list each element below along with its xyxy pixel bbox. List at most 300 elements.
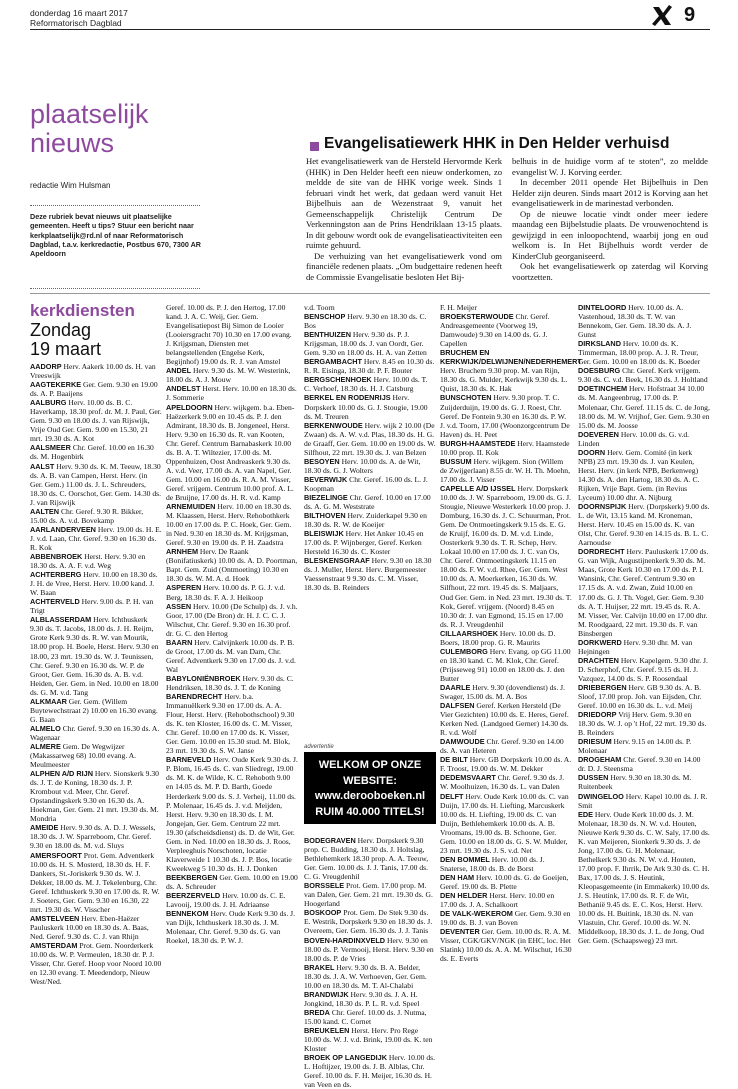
listing-column-3 [304, 303, 436, 745]
listing-entry [30, 742, 162, 769]
article-paragraph: belhuis in de huidige vorm af te stoten”, zo meldde evangelist W. J. Korving eerder. [512, 156, 708, 177]
newspaper-name: Reformatorisch Dagblad [30, 18, 122, 28]
listing-place: BARNEVELD [166, 755, 212, 765]
listing-place: ARNEMUIDEN [166, 502, 216, 512]
listing-entry [166, 873, 298, 891]
listing-column-3-continued [304, 836, 436, 1089]
listing-details: Herv. 9.30 ds. K. M. Teeuw, 18.30 ds. A. B. van Campen, Herst. Herv. (in Ger. Gem.) 11.00 ds. J. L. Schreuders, 18.30 ds. C. Oorschot, Ger. Gem. 14.30 ds. J. van Rijswijk [30, 461, 161, 507]
listing-place: BILTHOVEN [304, 511, 346, 521]
listing-details: Herv. Dorpskerk 9.30 prop. C. Budding, 18.30 ds. J. Holtslag, Bethlehemkerk 18.30 prop. A. A. Teeuw, Ger. Gem. 10.00 ds. J. J. Tanis, 17.00 ds. C. G. Vreugdenhil [304, 836, 429, 882]
listing-details: Herv. 10.00 (De Schulp) ds. J. v.h. Goor, 17.00 (De Bron) dr. H. J. C. C. J. Wilschut, Chr. Geref. 9.30 en 16.30 prof. dr. G. C. den Hertog [166, 601, 298, 638]
listing-place: BERGAMBACHT [304, 357, 362, 367]
listing-details: Herv. wijkgem. b.a. Eben-Haëzerkerk 9.00 en 10.45 ds. P. J. den Admirant, 18.30 ds. B. Jongeneel, Herst. Herv. 9.30 en 16.30 ds. R. van Kooten, Chr. Geref. Centrum Barnabaskerk 10.00 ds. B. A. T. Wiltezier, 17.00 ds. M. Oppenhuizen, Oost Andreaskerk 9.30 ds. A. v.d. Veer, 17.00 ds. A. van Napel, Ger. Gem. 10.00 en 16.00 ds. R. A. M. Visser, Geref. vrijgem. Centrum 10.00 prof. A. L. de Bruijne, 17.00 ds. H. R. v.d. Kamp [166, 402, 295, 502]
listing-entry [578, 430, 710, 448]
listing-place: BABYLONIËNBROEK [166, 673, 241, 683]
listing-place: AALST [30, 461, 55, 471]
listing-place: BAARN [166, 637, 193, 647]
listing-place: BESOYEN [304, 456, 340, 466]
listing-details: Herv. 9.00 ds. P. H. van Trigt [30, 597, 154, 616]
listing-details: Herv. 9.30 ds. A. D. J. Wessels, 18.30 ds. J. W. Sparreboom, Chr. Geref. 9.30 en 18.00 ds. M. v.d. Sluys [30, 823, 156, 851]
listing-details: Herv. 9.30 prop. T. C. Zuijderduijn, 19.00 ds. G. J. Roest, Chr. Geref. De Fontein 9.30 en 16.30 ds. P. W. J. v.d. Toorn, 17.00 (Woonzorgcentrum De Haven) ds. H. Peet [440, 393, 570, 439]
listing-details: Chr. Geref. 9.30 R. Bikker, 15.00 ds. A. v.d. Bovekamp [30, 506, 144, 525]
listing-place: DRIEDORP [578, 710, 617, 720]
listing-details: Chr. Geref. 10.00 ds. J. Nutma, 15.00 kand. C. Cornet [304, 1007, 427, 1026]
listing-place: DALFSEN [440, 701, 475, 711]
article-column-2 [512, 156, 708, 290]
listing-details: Gem. De Wegwijzer (Makassarweg 68) 10.00 evang. A. Meulmeester [30, 741, 137, 770]
listing-entry [166, 403, 298, 503]
listing-entry [304, 1026, 436, 1053]
listing-entry [578, 656, 710, 683]
listing-place: ANDEL [166, 366, 192, 376]
article-paragraph: Het evangelisatiewerk van de Hersteld Hervormde Kerk (HHK) in Den Helder heeft een nieuw onderkomen, zo meldde de site van de HHK vorige week. Sinds 1 februari vindt het werk, dat gedaan werd vanuit Het Bijbelhuis aan de Wezenstraat 9, vanuit het Gemeenschappelijk Christelijk Centrum De Verkenningston aan de Prins Hendriklaan 13-15 plaats. In dit gebouw wordt ook de evangelisatieactiviteiten een ruimte gehuurd. [306, 156, 502, 250]
listing-entry [440, 737, 572, 755]
listing-details: Herv. 9.30 ds. B. A. Belder, 18.30 ds. J. A. W. Verhoeven, Ger. Gem. 10.00 en 18.30 ds. M. T. Al-Chalabi [304, 962, 427, 990]
listing-entry [578, 810, 710, 946]
listing-place: BEVERWIJK [304, 474, 348, 484]
listing-entry [304, 393, 436, 420]
listing-place: BENSCHOP [304, 312, 346, 322]
listing-details: Herv. Het Anker 10.45 en 17.00 ds. P. Wijnberger, Geref. Kerken Hersteld 16.30 ds. C. Koster [304, 529, 424, 557]
listing-details: Ger. Gem. 9.30 en 19.00 ds. A. P. Baaijens [30, 380, 158, 399]
listing-entry [578, 448, 710, 502]
listing-details: Chr. Geref. 10.00 en 16.30 ds. M. Hogenbirk [30, 443, 154, 462]
ad-line: WELKOM OP ONZE [318, 759, 422, 771]
listing-place: BERKENWOUDE [304, 420, 363, 430]
article-column-1 [306, 156, 502, 290]
listing-entry [30, 697, 162, 724]
listing-place: DORKWERD [578, 637, 622, 647]
listing-details: Herv. Oude Kerk 10.00 ds. C. van Duijn, 17.00 ds. H. Liefting, Marcuskerk 10.00 ds. H. Liefting, 19.00 ds. C. van Duijn, Bethlehemkerk 10.00 ds. A. B. Vroomans, 19.00 ds. B. Schoone, Ger. Gem. 10.00 en 18.00 ds. G. S. W. Mulder, 23 mrt. 19.30 ds. J. S. v.d. Net [440, 791, 569, 855]
listing-details: Herv. Kapel 10.00 ds. J. R. Smit [578, 791, 708, 810]
listing-details: Herv. wijk 2 10.00 (De Zwaan) ds. A. W. v.d. Plas, 18.30 ds. H. G. de Graaff, Ger. Gem. 10.00 en 19.00 ds. W. Silfhout, 22 mrt. 19.30 ds. J. van Belzen [304, 420, 436, 457]
listing-details: Herv. Oude Kerk 10.00 ds. J. M. Molenaar, 18.30 ds. N. W. v.d. Houten, Nieuwe Kerk 9.30 ds. C. W. Saly, 17.00 ds. K. van Meijeren, Sionkerk 9.30 ds. J. de Jong, 17.00 ds. G. H. Molenaar, Bethelkerk 9.30 ds. N. W. v.d. Houten, 17.00 prop. F. Ihrrik, De Ark 9.30 ds. C. H. Bax, 17.00 ds. J. S. Heutink, Kleopasgemeente (in Emmakerk) 10.00 ds. J. S. Heutink, 17.00 ds. R. F. de Wit, Bethanië 9.45 ds. E. C. Kos, Herst. Herv. 10.00 ds. H. Buitink, 18.30 ds. N. van Vlastuin, Chr. Geref. 10.00 ds. W. N. Middelkoop, 18.30 ds. J. L. de Jong, Oud Ger. Gem. (Schaapsweg) 23 mrt. [578, 809, 710, 946]
listing-details: Herv. Dorpskerk 10.00 ds. G. J. Stougie, 19.00 ds. M. Treuren [304, 393, 428, 421]
listing-details: Vrij Herv. Gem. 9.30 en 18.30 ds. W. J. op 't Hof, 22 mrt. 19.30 ds. B. Reinders [578, 710, 707, 738]
listing-entry [166, 502, 298, 547]
listing-place: DELFT [440, 791, 464, 801]
listing-entry [30, 615, 162, 696]
listing-details: Herv. 10.00 ds. G. v.d. Linden [578, 429, 690, 448]
listing-place: DRIEBERGEN [578, 682, 627, 692]
listing-place: AMERSFOORT [30, 850, 82, 860]
page-number: 9 [684, 4, 696, 26]
listing-entry [578, 547, 710, 637]
listing-entry [304, 330, 436, 357]
listing-place: BUSSUM [440, 456, 472, 466]
listing-place: BROEK OP LANGEDIJK [304, 1053, 387, 1063]
listing-place: DEN HAM [440, 872, 475, 882]
listing-entry [304, 375, 436, 393]
listing-entry [304, 475, 436, 493]
listing-entry [166, 547, 298, 583]
listing-place: BENTHUIZEN [304, 330, 352, 340]
listing-details: Herv. 10.00 ds. L. Hoftijzer, 19.00 ds. J. B. Alblas, Chr. Geref. 10.00 ds. F. H. Meijer, 16.30 ds. H. van Veen en ds. [304, 1053, 436, 1089]
listing-entry [304, 457, 436, 475]
section-editor: redactie Wim Hulsman [30, 181, 111, 190]
listing-place: DEVENTER [440, 927, 480, 937]
listing-place: BRUCHEM EN KERKWIJK/DELWIJNEN/NEDERHEMERT [440, 348, 582, 367]
listing-entry [304, 1053, 436, 1089]
listing-details: Herv. 10.00 ds. P. G. J. v.d. Berg, 18.30 ds. F. A. J. Heikoop [166, 583, 286, 602]
kerkdiensten-day: Zondag [30, 320, 92, 340]
listing-place: DE VALK-WEKEROM [440, 909, 513, 919]
listing-entry [30, 570, 162, 597]
listing-details: Herv. Pauluskerk 17.00 ds. G. van Wijk, Augustijnenkerk 9.30 ds. M. Maas, Grote Kerk 10.30 en 17.00 ds. P. I. Wansink, Chr. Geref. Centrum 9.30 en 17.15 ds. A. v.d. Zwan, Zuid 10.00 en 17.00 ds. G. J. Th. Vogel, Ger. Gem. 9.30 ds. A. T. Huijser, 22 mrt. 19.45 ds. R. A. M. Visser, Ver. Calvijn 10.00 en 17.00 dhr. M. Roodgaard, 22 mrt. 19.30 ds. F. van Binsbergen [578, 547, 709, 638]
listing-place: BEERZERVELD [166, 891, 221, 901]
listing-details: Prot. Gem. 17.00 prop. M. van Dalen, Ger. Gem. 21 mrt. 19.30 ds. G. Hoogerland [304, 881, 433, 909]
listing-place: DOESBURG [578, 366, 621, 376]
kerkdiensten-date [30, 321, 101, 359]
listing-place: BREDA [304, 1007, 330, 1017]
listing-place: BIEZELINGE [304, 492, 348, 502]
listing-details: Herv. Oude Kerk 9.30 ds. J. P. Blom, 16.45 ds. C. van Sliedregt, 19.00 ds. M. K. de Wilde, K. C. Rehoboth 9.00 en 14.05 ds. M. P. D. Barth, Goede Herderkerk 9.00 ds. S. J. Verheij, 11.00 ds. P. Molenaar, 16.45 ds. J. v.d. Meijden, Herst. Herv. 9.30 en 18.30 ds. I. M. Jongejan, Ger. Gem. Centrum 22 mrt. 19.30 (afscheidsdienst) ds. D. de Wit, Ger. Gem. in Ned. 10.00 en 18.30 ds. J. Roos, Verpleeghuis Norschoten, locatie Klaverweide 1 10.30 ds. J. P. Bos, locatie Kweekweg 5 10.30 ds. H. J. Donken [166, 755, 298, 873]
listing-details: Herv. Bruchem 9.30 prop. M. van Rijn, 18.30 ds. G. Mulder, Kerkwijk 9.30 ds. L. Quist, 18.30 ds. K. Hak [440, 366, 568, 394]
listing-entry [304, 936, 436, 963]
listing-entry [30, 914, 162, 941]
listing-place: BOVEN-HARDINXVELD [304, 935, 386, 945]
masthead-info [30, 8, 128, 28]
listing-place: ALBLASSERDAM [30, 615, 92, 625]
listing-entry [166, 638, 298, 674]
advertisement-banner[interactable] [304, 752, 436, 824]
listing-details: Herv. 10.00 ds. B. C. Haverkamp, 18.30 prof. dr. M. J. Paul, Ger. Gem. 9.30 en 18.00 ds. J. van Rijswijk, Vrije Oud Ger. Gem. 9.00 en 15.30, 21 mrt. 19.30 ds. A. Kot [30, 398, 162, 444]
section-title-line1: plaatselijk [30, 99, 149, 129]
listing-entry [440, 312, 572, 348]
article-paragraph: In december 2011 opende Het Bijbelhuis in Den Helder zijn deuren. Sinds maart 2012 is Korving aan het evangelisatiewerk in de marinestad verbonden. [512, 177, 708, 208]
listing-entry [304, 908, 436, 935]
listing-entry [166, 755, 298, 873]
listing-entry [30, 443, 162, 461]
listing-details: Ger. Gem. 10.00 en 19.00 ds. A. Schreuder [166, 872, 298, 891]
listing-details: Chr. Geref. 9.30 en 14.00 dr. D. J. Steensma [578, 755, 701, 774]
listing-place: BOSKOOP [304, 908, 342, 918]
listing-details: Herv. 9.30 ds. C. Hendriksen, 18.30 ds. J. T. de Koning [166, 673, 294, 692]
listing-details: Ger. Gem. (Willem Buytewechstraat 2) 10.00 en 16.30 evang. G. Baan [30, 696, 158, 724]
listing-place: CILLAARSHOEK [440, 628, 498, 638]
listing-place: DOETINCHEM [578, 384, 628, 394]
listing-details: Herv. 10.00 ds. A. de Wit, 18.30 ds. G. J. Wolters [304, 456, 421, 475]
listing-place: DWINGELOO [578, 791, 624, 801]
listing-entry [578, 303, 710, 339]
listing-details: Herv. 8.45 en 10.30 ds. R. R. Eisinga, 18.30 dr. P. F. Bouter [304, 357, 435, 376]
listing-place: DOORNSPIJK [578, 502, 627, 512]
listing-details: Ger. Gem. 9.30 en 19.00 ds. B. J. van Boven [440, 909, 571, 928]
listing-details: Herv. 9.30 ds. J. A. H. Jongkind, 18.30 ds. P. L. R. v.d. Speel [304, 989, 420, 1008]
listing-place: ASPEREN [166, 583, 202, 593]
listing-details: Herv. wijkgem. Sion (Willem de Zwijgerlaan) 8.55 dr. W. H. Th. Moehn, 17.00 ds. J. Visser [440, 456, 570, 484]
listing-place: BLESKENSGRAAF [304, 556, 370, 566]
listing-details: Prot. Gem. De Stek 9.30 ds. E. Westrik, Dorpskerk 9.30 en 18.30 ds. J. Overeem, Ger. Gem. 16.30 ds. J. J. Tanis [304, 908, 433, 936]
header-rule [30, 29, 710, 30]
listing-place: ANDELST [166, 384, 201, 394]
listing-entry [30, 552, 162, 570]
listing-place: AARLANDERVEEN [30, 524, 96, 534]
listing-entry [440, 792, 572, 855]
listing-details: Herv. 9.30 en 18.30 ds. J. Muller, Herst. Herv. Burgemeester Vaessenstraat 9 9.30 ds. C. M. Visser, 18.30 ds. B. Reinders [304, 556, 432, 593]
listing-place: DEDEMSVAART [440, 773, 496, 783]
listing-place: ARNHEM [166, 547, 199, 557]
listing-details: Herv. 9.30 ds. M. W. Westerink, 18.00 ds. A. J. Mouw [166, 366, 291, 385]
listing-details: Herv. 9.30 dhr. M. van Hejningen [578, 637, 693, 656]
listing-place: BODEGRAVEN [304, 836, 356, 845]
listing-entry [578, 683, 710, 710]
issue-date: donderdag 16 maart 2017 [30, 8, 128, 18]
listing-entry [440, 439, 572, 457]
listing-entry [440, 393, 572, 438]
listing-place: DROGEHAM [578, 755, 622, 765]
listing-details: Herv. 10.00 ds. C. E. Lavooij, 19.00 ds. J. H. Adriaanse [166, 891, 286, 910]
listing-details: Prot. Gem. Noorderkerk 10.00 ds. W. P. Vermeulen, 18.30 dr. P. J. Visser, Chr. Geref. Hoop voor Noord 10.00 en 12.30 evang. T. Meedendorp, Nieuw West/Ned. [30, 941, 162, 987]
listing-details: Herv. 10.00 ds. A. Vastenhoud, 18.30 ds. T. W. van Bennekom, Ger. Gem. 18.30 ds. A. J. Gunst [578, 303, 692, 340]
listing-entry [166, 583, 298, 601]
listing-details: Herv. Gem. Comité (in kerk NPB) 23 mrt. 19.30 ds. J. van Keulen, Herst. Herv. (in kerk NPB, Berkenweg) 14.30 ds. A. den Hartog, 18.30 ds. A. C. Rijken, Vrije Bapt. Gem. (in Revius Lyceum) 10.00 dhr. A. Nijburg [578, 447, 700, 502]
listing-entry [578, 737, 710, 755]
listing-details: Chr. Geref. Andreasgemeente (Voorweg 19, Damwoude) 9.30 en 14.00 ds. G. J. Capellen [440, 312, 550, 349]
listing-place: AALSMEER [30, 443, 71, 453]
listing-details: Herv. Kapelgem. 9.30 dhr. J. D. Scherphof, Chr. Geref. 9.15 ds. H. J. Vazquez, 14.00 ds. S. P. Roosendaal [578, 655, 708, 683]
listing-place: BLEISWIJK [304, 529, 344, 539]
listing-details: Herv. 10.00 en 18.30 ds. J. H. de Vree, Herst. Herv. 10.00 kand. J. W. Baan [30, 570, 158, 598]
listing-place: DORDRECHT [578, 547, 625, 557]
listing-column-4 [440, 303, 582, 1065]
listing-place: AMEIDE [30, 823, 59, 833]
listing-entry [304, 357, 436, 375]
listing-place: BURGH-HAAMSTEDE [440, 438, 516, 448]
listing-entry [440, 457, 572, 484]
listing-place: ALPHEN A/D RIJN [30, 769, 93, 779]
listing-details: Herst. Herv. 9.30 en 18.30 ds. A. A. F. v.d. Weg [30, 551, 146, 571]
listing-details: Chr. Geref. 10.00 en 17.00 ds. A. G. M. Weststrate [304, 492, 431, 512]
listing-entry [30, 724, 162, 742]
listing-place: DEN HELDER [440, 891, 488, 901]
listing-details: Herv. 10.00 ds. K. Timmerman, 18.00 prop. A. J. R. Treur, Ger. Gem. 10.00 en 18.00 ds. K. Boeder [578, 339, 701, 367]
listing-entry [440, 348, 582, 394]
listing-details: Herv. Calvijnkerk 10.00 ds. P. B. de Groot, 17.00 ds. M. van Dam, Chr. Geref. Adventkerk 9.30 en 17.00 ds. J. v.d. Wal [166, 637, 296, 674]
listing-entry [30, 941, 162, 986]
listing-entry [30, 462, 162, 507]
listing-entry [166, 602, 298, 638]
listing-place: AMSTELVEEN [30, 913, 80, 923]
section-title [30, 100, 149, 158]
listing-entry [304, 421, 436, 457]
listing-place: AALBURG [30, 398, 67, 408]
listing-entry [304, 1008, 436, 1026]
listing-entry [578, 502, 710, 547]
listing-place: ALMERE [30, 741, 61, 751]
listing-entry [304, 511, 436, 529]
listing-entry [30, 380, 162, 398]
listing-entry [166, 366, 298, 384]
article-bullet-icon [310, 142, 319, 151]
listing-place: AAGTEKERKE [30, 380, 82, 390]
article-paragraph: De verhuizing van het evangelisatiewerk vond om financiële redenen plaats. „Om budgettaire redenen heeft de Commissie Evangelisatie besloten Het Bij- [306, 250, 502, 282]
listing-entry [304, 312, 436, 330]
listing-place: ABBENBROEK [30, 551, 83, 561]
listing-details: Herv. 9.30 ds. P. J. Krijgsman, 18.00 ds. J. van Oordt, Ger. Gem. 9.30 en 18.00 ds. H. A. van Zetten [304, 330, 427, 358]
listing-place: ACHTERVELD [30, 597, 80, 607]
article-paragraph: Ook het evangelisatiewerk op zaterdag wil Korving voortzetten. [512, 261, 708, 282]
listing-entry [304, 303, 436, 312]
listing-place: DE BILT [440, 755, 468, 765]
ad-website-link[interactable]: www.derooboeken.nl [314, 790, 426, 802]
listing-place: BEEKBERGEN [166, 872, 218, 882]
listing-entry [30, 507, 162, 525]
listing-entry [30, 851, 162, 914]
listing-details: Herv. 9.15 en 14.00 ds. P. Molenaar [578, 737, 692, 756]
listing-entry [166, 674, 298, 692]
listing-details: Herv. GB Dorpskerk 10.00 ds. A. F. Troost, 19.00 ds. W. M. Dekker [440, 755, 572, 774]
listing-place: BUNSCHOTEN [440, 393, 492, 403]
listing-entry [30, 525, 162, 552]
listing-details: Herv. Ichthuskerk 9.30 ds. T. Jacobs, 18.00 ds. J. H. Reijm, Grote Kerk 9.30 ds. R. W. van Mourik, 18.00 prop. H. Boele, Herst. Herv. 9.30 en 18.00, 23 mrt. 19.30 ds. W. J. Teunissen, Chr. Geref. 9.30 en 16.30 ds. W. P. de Groot, Ger. Gem. 16.30 ds. A. B. v.d. Heiden, Ger. Gem. in Ned. 10.00 en 18.00 ds. G. M. v.d. Tang [30, 615, 159, 697]
advertisement-label: advertentie [304, 744, 334, 750]
listing-details: Herv. 10.00 ds. J. Snaterse, 18.00 ds. B. de Borst [440, 854, 545, 873]
listing-place: DINTELOORD [578, 303, 627, 312]
listing-entry [440, 909, 572, 927]
listing-place: CULEMBORG [440, 646, 488, 656]
ad-line: RUIM 40.000 TITELS! [315, 805, 425, 818]
listing-place: ASSEN [166, 601, 192, 611]
listing-details: Ger. Gem. 10.00 ds. R. A. M. Visser, CGK/GKV/NGK (in EHC, loc. Het Slatink) 10.00 ds. A. A. M. Wilschut, 16.30 ds. E. Everts [440, 927, 572, 964]
listing-entry [440, 701, 572, 737]
listing-place: AMSTERDAM [30, 941, 78, 950]
listing-entry [578, 366, 710, 384]
listing-entry [304, 556, 436, 592]
listing-place: DAMWOUDE [440, 737, 485, 747]
listing-place: BENNEKOM [166, 909, 209, 919]
dotted-divider [30, 288, 200, 289]
listing-place: ACHTERBERG [30, 570, 82, 580]
listing-place: DOORN [578, 447, 606, 457]
listing-details: Chr. Geref. 9.30 en 16.30 ds. A. Wagenaar [30, 723, 160, 742]
listing-column-2 [166, 303, 298, 1065]
listing-details: Herst. Herv. Pro Rege 10.00 ds. W. J. v.d. Brink, 19.00 ds. K. ten Kloster [304, 1025, 433, 1054]
listing-column-1 [30, 362, 162, 1065]
listing-details: Herv. Zuiderkapel 9.30 en 18.30 ds. R. W. de Koeijer [304, 511, 427, 530]
listing-details: Herv. 9.30 (dovendienst) ds. J. Swager, 15.00 ds. M. A. Bos [440, 682, 566, 702]
listing-entry [440, 891, 572, 909]
listing-details: Chr. Geref. 9.30 ds. J. W. Moolhuizen, 16.30 ds. L. van Dalen [440, 773, 565, 792]
listing-entry [166, 891, 298, 909]
listing-place: BROEKSTERWOUDE [440, 312, 514, 322]
listing-place: AADORP [30, 362, 62, 371]
listing-place: CAPELLE A/D IJSSEL [440, 483, 516, 493]
listing-entry [440, 629, 572, 647]
listing-details: F. H. Meijer [440, 303, 477, 312]
section-divider [30, 293, 710, 294]
listing-entry [578, 755, 710, 773]
listing-place: APELDOORN [166, 402, 213, 412]
listing-details: Herv. Dorpskerk 10.00 ds. J. W. Sparreboom, 19.00 ds. G. J. Stougie, Nieuwe Westerkerk 10.00 prop. J. Domburg, 16.30 ds. J. C. Schuurman, Prot. Gem. De Ontmoetingskerk 9.15 ds. E. G. de Kruijf, 16.00 ds. D. M. v.d. Linde, Oosterkerk 9.30 ds. T. R. Schep, Herv. Lokaal 10.00 en 17.00 ds. J. C. van Os, Chr. Geref. Ontmoetingskerk 11.15 en 18.00 ds. F. W. v.d. Rhee, Ger. Gem. West 10.00 ds. A. Moerkerken, 16.30 ds. W. Silfhout, 22 mrt. 19.45 ds. S. Maljaars, Oud Ger. Gem. in Ned. 23 mrt. 19.30 ds. T. Kok, Geref. vrijgem. (Noord) 8.45 en 10.30 dr. J. van Egmond, 15.15 en 17.00 ds. R. J. Vreugdenhil [440, 483, 572, 629]
listing-entry [166, 303, 298, 366]
listing-details: Chr. Geref. 16.00 ds. L. J. Koopman [304, 474, 428, 493]
listing-entry [440, 647, 572, 683]
listing-details: Herst. Herv. 10.00 en 17.00 ds. J. A. Schalkoort [440, 891, 555, 910]
listing-entry [440, 873, 572, 891]
listing-place: BREUKELEN [304, 1025, 350, 1035]
listing-details: Geref. 10.00 ds. P. J. den Hertog, 17.00 kand. J. A. C. Weij, Ger. Gem. Evangelisatiepost Bij Simon de Looier (Looiersgracht 70) 10.30 en 17.00 evang. J. Krijgsman, Diensten met belangstellenden (Engelse Kerk, Begijnhof) 19.00 ds. R. J. van Amstel [166, 303, 292, 367]
listing-place: DOEVEREN [578, 429, 619, 439]
listing-entry [304, 963, 436, 990]
section-title-line2: nieuws [30, 128, 115, 158]
article-headline: Evangelisatiewerk HHK in Den Helder verhuisd [324, 135, 670, 152]
listing-details: Herv. 9.30 en 18.30 ds. M. Ruitenbeek [578, 773, 692, 792]
listing-place: BARENDRECHT [166, 692, 223, 702]
listing-details: Herv. Haamstede 10.00 prop. II. Kok [440, 438, 570, 457]
listing-entry [578, 638, 710, 656]
listing-entry [578, 773, 710, 791]
listing-details: Herv. Sionskerk 9.30 ds. J. T. de Koning, 18.30 ds. J. P. Krombout v.d. Meer, Chr. Geref. Opstandingskerk 9.30 en 16.30 ds. A. Hoekman, Ger. Gem. 21 mrt. 19.30 ds. M. Mondria [30, 769, 159, 824]
listing-place: DIRKSLAND [578, 339, 621, 349]
listing-details: Herv. Oude Kerk 9.30 ds. J. van Dijk, Ichthuskerk 18.30 ds. J. M. Molenaar, Chr. Geref. 9.30 ds. G. van Roekel, 18.30 ds. P. W. J. [166, 909, 295, 946]
listing-place: EDE [578, 809, 594, 819]
listing-entry [304, 836, 436, 881]
listing-place: ALMELO [30, 723, 61, 733]
listing-details: v.d. Toorn [304, 303, 335, 312]
ad-line: WEBSITE: [343, 774, 397, 787]
listing-entry [304, 881, 436, 908]
listing-entry [166, 909, 298, 945]
article-paragraph: Op de nieuwe locatie vindt onder meer iedere maandag een Bijbelstudie plaats. De vrouwenochtend is gewijzigd in een inloopochtend, waarbij jong en oud welkom is. In Het Bijbelhuis wordt verder de KinderClub georganiseerd. [512, 208, 708, 261]
listing-entry [578, 384, 710, 429]
listing-details: Chr. Geref. Kerk vrijgem. 9.30 ds. C. v.d. Beek, 16.30 ds. J. Holtland [578, 366, 708, 385]
listing-details: Herv. 10.00 ds. T. C. Verhoef, 18.30 ds. H. J. Catsburg [304, 375, 428, 394]
listing-place: DEN BOMMEL [440, 854, 490, 864]
listing-entry [30, 823, 162, 850]
listing-entry [30, 362, 162, 380]
listing-details: Herv. 9.30 en 18.00 ds. P. Vermooij, Herst. Herv. 9.30 en 18.00 ds. P. de Vries [304, 935, 434, 963]
listing-place: DAARLE [440, 682, 471, 692]
listing-details: Geref. Kerken Hersteld (De Vier Gezichten) 10.00 ds. E. Heres, Geref. Kerken Ned. (Landgoed Gerner) 14.30 ds. R. v.d. Wolf [440, 701, 569, 738]
listing-entry [166, 384, 298, 402]
dotted-divider [30, 205, 200, 206]
listing-entry [304, 990, 436, 1008]
listing-entry [30, 597, 162, 615]
listing-entry [166, 692, 298, 755]
kerkdiensten-title: kerkdiensten [30, 301, 135, 320]
listing-entry [440, 927, 572, 963]
listing-entry [578, 710, 710, 737]
listing-details: Herv. Aakerk 10.00 ds. H. van Vreeswijk [30, 362, 156, 381]
listing-details: Chr. Geref. 9.30 en 14.00 ds. A. van Heteren [440, 737, 564, 756]
listing-column-5 [578, 303, 710, 1065]
listing-details: Herv. Eben-Haëzer Pauluskerk 10.00 en 18.30 ds. A. Baas, Ned. Geref. 9.30 ds. C. J. van Rhijn [30, 913, 149, 941]
listing-details: Herv. 10.00 ds. D. Boers, 18.00 prop. G. R. Maurits [440, 628, 556, 647]
listing-details: Herv. 10.00 ds. G. de Goeijen, Geref. 19.00 ds. B. Plette [440, 872, 569, 891]
listing-details: Prot. Gem. Adventkerk 10.00 ds. H. S. Mosterd, 18.30 ds. H. F. Dankers, St.-Joriskerk 9.30 ds. W. J. Dekker, 18.00 ds. M. J. Tekelenburg, Chr. Geref. Ichthuskerk 9.30 en 17.00 ds. R. W. J. Soeters, Ger. Gem. 9.30 en 16.30, 22 mrt. 19.30 ds. W. Visscher [30, 850, 160, 914]
listing-details: Herv. De Raank (Bonifatiuskerk) 10.00 ds. A. D. Poortman, Bapt. Gem. Zuid (Ontmoeting) 10.30 en 18.30 ds. W. M. A. d. Hoek [166, 547, 298, 584]
listing-entry [440, 855, 572, 873]
listing-place: BERGSCHENHOEK [304, 375, 372, 385]
listing-entry [578, 339, 710, 366]
listing-place: BRANDWIJK [304, 989, 349, 999]
listing-entry [304, 529, 436, 556]
listing-place: BRAKEL [304, 962, 335, 972]
listing-entry [440, 683, 572, 701]
listing-details: Herv. (Dorpskerk) 9.00 ds. L. de Wit, 13.15 kand. M. Kroneman, Herst. Herv. 10.45 en 15.00 ds. K. van Olst, Chr. Geref. 9.30 en 14.15 ds. B. L. C. Aarnoudse [578, 502, 710, 548]
listing-details: Herst. Herv. 10.00 en 18.30 ds. J. Sommerie [166, 384, 297, 403]
listing-entry [30, 398, 162, 443]
listing-entry [30, 769, 162, 823]
listing-entry [440, 303, 572, 312]
listing-place: DUSSEN [578, 773, 609, 783]
listing-details: Herv. 9.30 en 18.30 ds. C. Bos [304, 312, 427, 331]
listing-place: DRIESUM [578, 737, 612, 747]
listing-details: Herv. Evang. op GG 11.00 en 18.30 kand. C. M. Klok, Chr. Geref. (Prijsseweg 91) 10.00 en 18.00 ds. J. den Butter [440, 646, 571, 683]
kerkdiensten-day-date: 19 maart [30, 339, 102, 359]
section-info: Deze rubriek bevat nieuws uit plaatselijke gemeenten. Heeft u tips? Stuur een bericht naar kerkplaatselijk@rd.nl of naar Reformatorisch Dagblad, t.a.v. kerkredactie, Postbus 670, 7300 AR Apeldoorn [30, 212, 201, 259]
